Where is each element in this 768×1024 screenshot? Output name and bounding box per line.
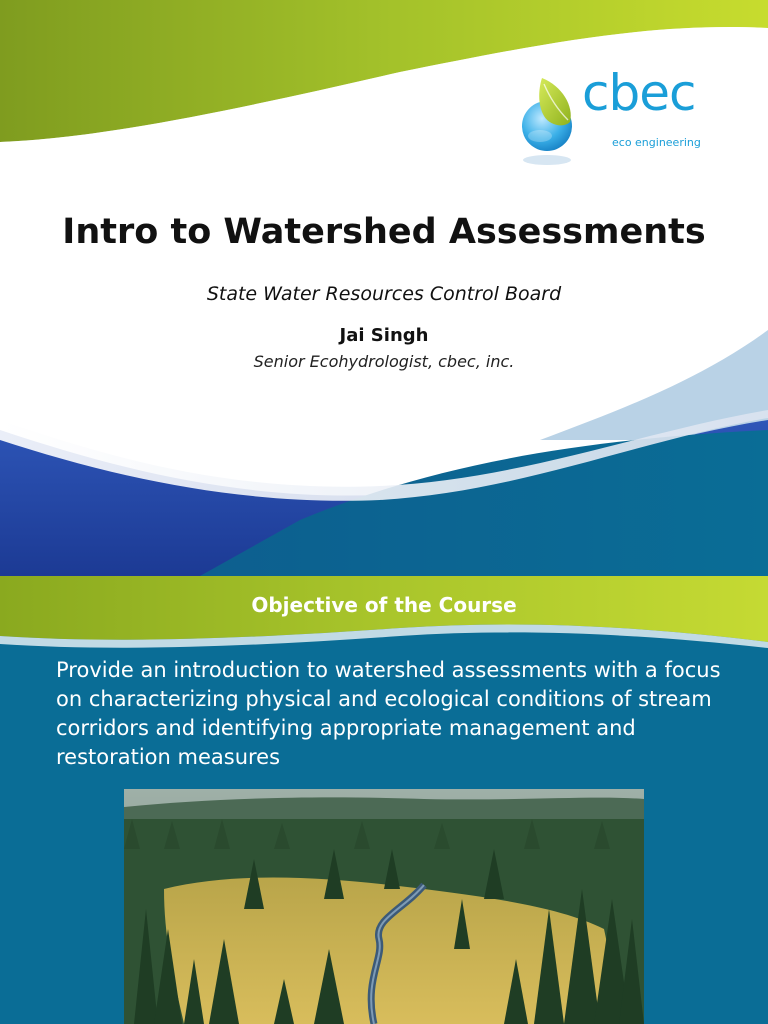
logo-tagline: eco engineering [612,136,701,149]
presenter-role: Senior Ecohydrologist, cbec, inc. [253,352,515,371]
objective-body: Provide an introduction to watershed assessments with a focus on characterizing physical and ecological conditions of stream corridors and identifying appropriate management and restoration measures [56,658,721,769]
objective-heading: Objective of the Course [251,593,517,617]
cbec-logo [520,64,720,168]
water-drop-leaf-icon [520,76,578,168]
logo-wordmark: cbec [582,64,696,122]
presenter-name: Jai Singh [339,325,429,346]
slide-title: Intro to Watershed Assessments [62,212,706,252]
aerial-meadow-stream-forest-photo [124,789,644,1024]
objective-slide [0,576,768,1024]
slide-subtitle: State Water Resources Control Board [206,283,562,305]
